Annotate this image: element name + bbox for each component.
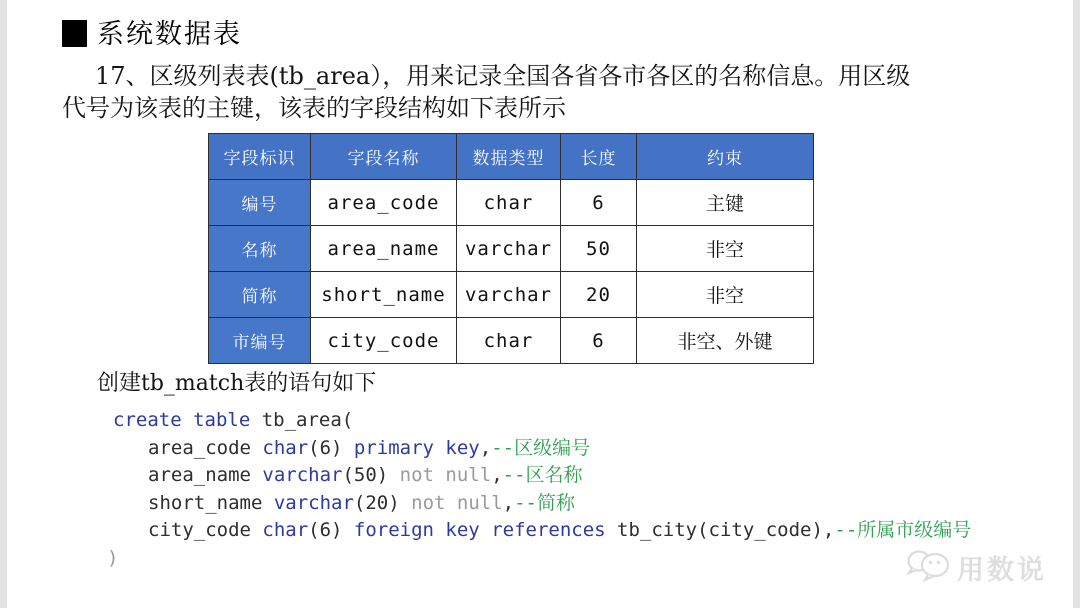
length-cell: 6 [561,318,637,364]
data-type-cell: char [457,180,561,226]
table-header-row [209,134,814,180]
table-row [209,226,814,272]
right-edge-strip [1073,0,1080,608]
length-cell: 20 [561,272,637,318]
constraint-cell: 非空、外键 [637,318,814,364]
sql-keyword: varchar [262,464,343,486]
sql-keyword: char [262,436,309,459]
sql-identifier: area_name [148,464,263,486]
title-bullet-square [62,20,87,47]
length-cell: 6 [561,180,637,226]
sql-punctuation: , [491,464,503,486]
sql-comment: --区级编号 [491,436,591,459]
watermark-text: 用数说 [957,554,1047,586]
col-header-data-type: 数据类型 [457,134,561,180]
sql-keyword: create table [113,409,262,431]
table-row [209,318,814,364]
sql-comment: --区名称 [502,464,583,486]
sql-identifier: short_name [148,491,274,514]
row-label-cell: 市编号 [209,318,311,364]
sql-identifier: tb_area( [261,409,354,431]
constraint-cell: 主键 [637,180,814,226]
constraint-cell: 非空 [637,272,814,318]
col-header-length: 长度 [561,134,637,180]
sql-identifier: (50) [342,464,400,486]
sql-identifier: (6) [308,519,354,541]
title-row [62,12,242,51]
sql-punctuation: , [479,436,492,459]
left-edge-strip [0,0,7,608]
watermark [906,546,1047,588]
sql-keyword: primary key [353,436,480,459]
wechat-bubbles-icon [906,546,952,588]
code-line-1 [113,407,971,435]
sql-punctuation: ) [107,546,119,569]
code-line-3 [113,462,971,490]
code-line-6 [107,545,971,573]
col-header-field-name: 字段名称 [311,134,457,180]
sql-keyword: char [262,519,309,541]
sql-identifier: (6) [308,436,354,459]
code-caption: 创建tb_match表的语句如下 [97,371,377,396]
sql-identifier: tb_city(city_code), [605,519,835,541]
sql-keyword: foreign key references [353,519,606,541]
field-name-cell: city_code [311,318,457,364]
code-line-4 [113,490,971,518]
sql-comment: --简称 [514,491,575,514]
row-label-cell: 编号 [209,180,311,226]
sql-identifier: area_code [148,436,263,459]
data-type-cell: varchar [457,272,561,318]
sql-identifier: city_code [148,519,263,541]
sql-punctuation: , [502,491,515,514]
sql-comment: --所属市级编号 [834,519,972,541]
intro-line-2: 代号为该表的主键，该表的字段结构如下表所示 [62,94,566,122]
sql-identifier: (20) [353,491,412,514]
field-name-cell: area_code [311,180,457,226]
field-name-cell: area_name [311,226,457,272]
row-label-cell: 名称 [209,226,311,272]
code-line-5 [113,517,971,545]
sql-modifier: not null [411,491,503,514]
intro-paragraph [62,60,1027,124]
table-row [209,272,814,318]
page-title: 系统数据表 [97,19,242,50]
intro-line-1: 17、区级列表表(tb_area），用来记录全国各省各市各区的名称信息。用区级 [95,62,911,90]
table-row [209,180,814,226]
row-label-cell: 简称 [209,272,311,318]
sql-modifier: not null [399,464,492,486]
col-header-field-id: 字段标识 [209,134,311,180]
constraint-cell: 非空 [637,226,814,272]
code-line-2 [113,435,971,463]
data-type-cell: char [457,318,561,364]
col-header-constraint: 约束 [637,134,814,180]
sql-code-block [107,407,972,572]
field-name-cell: short_name [311,272,457,318]
data-type-cell: varchar [457,226,561,272]
field-structure-table [208,133,814,364]
sql-keyword: varchar [273,491,354,514]
length-cell: 50 [561,226,637,272]
